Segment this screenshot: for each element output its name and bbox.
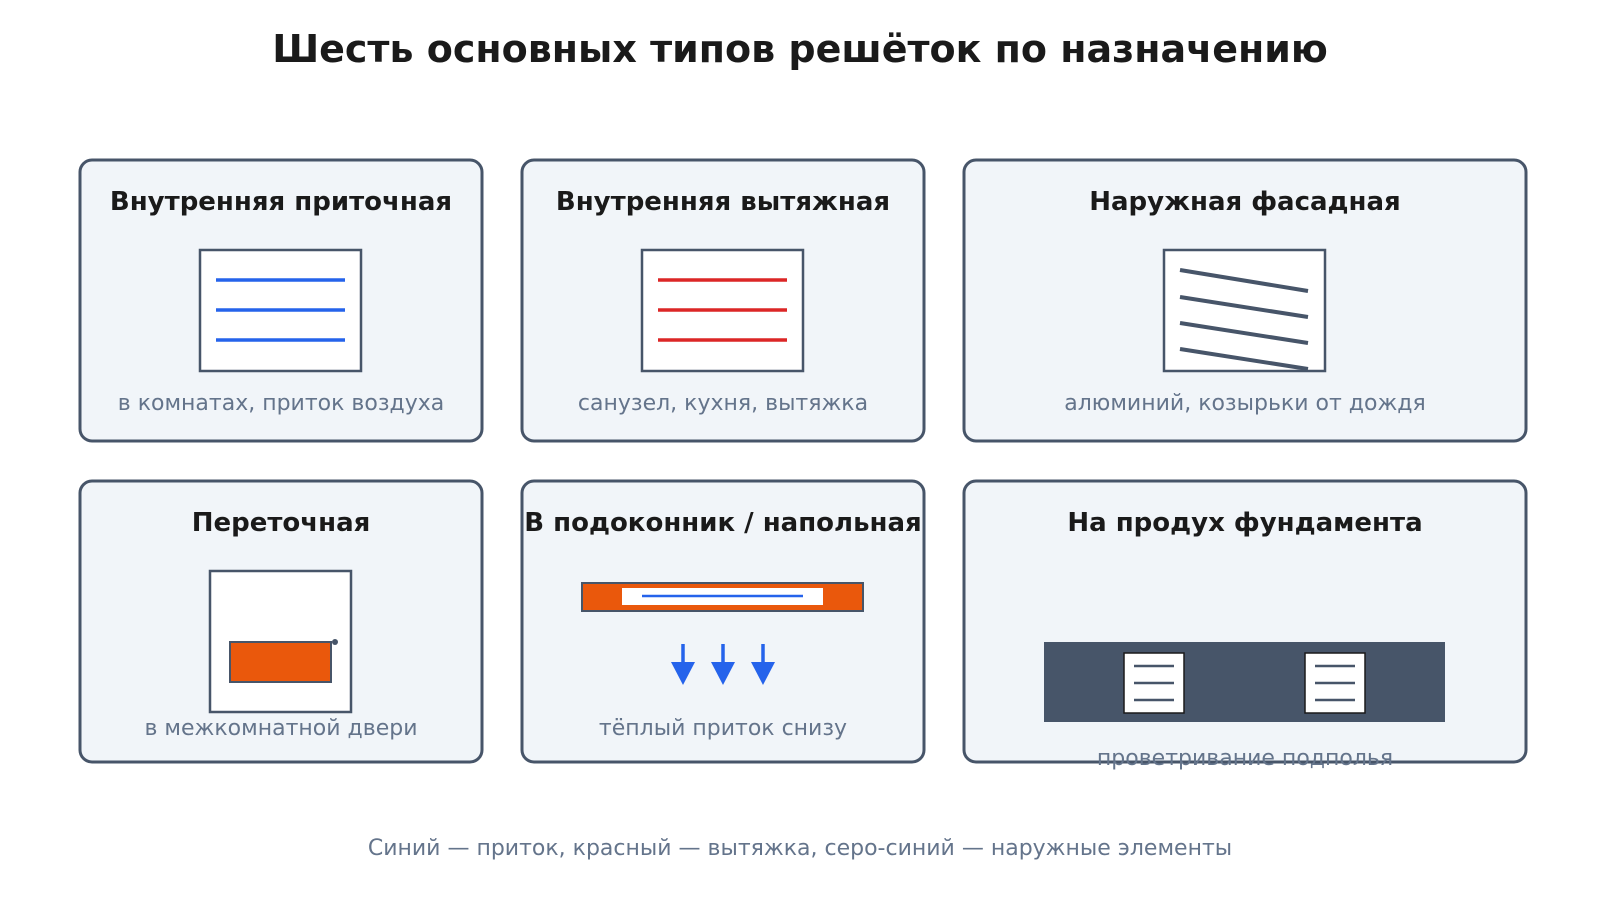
vent-grille-icon	[1124, 653, 1184, 713]
card-title: В подоконник / напольная	[524, 508, 922, 538]
legend-note: Синий — приток, красный — вытяжка, серо-синий — наружные элементы	[367, 836, 1233, 861]
card-transfer	[80, 481, 482, 762]
card-caption: санузел, кухня, вытяжка	[577, 391, 869, 416]
facade-grille-icon	[1164, 250, 1325, 371]
card-title: Внутренняя вытяжная	[555, 187, 891, 217]
exhaust-grille-icon	[642, 250, 803, 371]
card-foundation	[964, 481, 1526, 771]
card-caption: алюминий, козырьки от дождя	[1064, 391, 1426, 416]
card-title: Переточная	[191, 508, 371, 538]
foundation-vent-icon	[1044, 642, 1445, 722]
floor-grille-icon	[582, 583, 863, 611]
card-title: На продух фундамента	[1067, 508, 1423, 538]
card-exhaust-indoor	[522, 160, 924, 441]
card-title: Внутренняя приточная	[109, 187, 453, 217]
card-caption: тёплый приток снизу	[598, 716, 848, 741]
card-caption: проветривание подполья	[1096, 746, 1394, 771]
card-title: Наружная фасадная	[1089, 187, 1401, 217]
supply-grille-icon	[200, 250, 361, 371]
card-facade	[964, 160, 1526, 441]
card-supply-indoor	[80, 160, 482, 441]
diagram-title: Шесть основных типов решёток по назначению	[272, 27, 1328, 71]
card-sill-floor	[522, 481, 924, 762]
vent-grille-icon	[1305, 653, 1365, 713]
card-caption: в комнатах, приток воздуха	[117, 391, 445, 416]
card-caption: в межкомнатной двери	[144, 716, 418, 741]
door-grille-icon	[210, 571, 351, 712]
